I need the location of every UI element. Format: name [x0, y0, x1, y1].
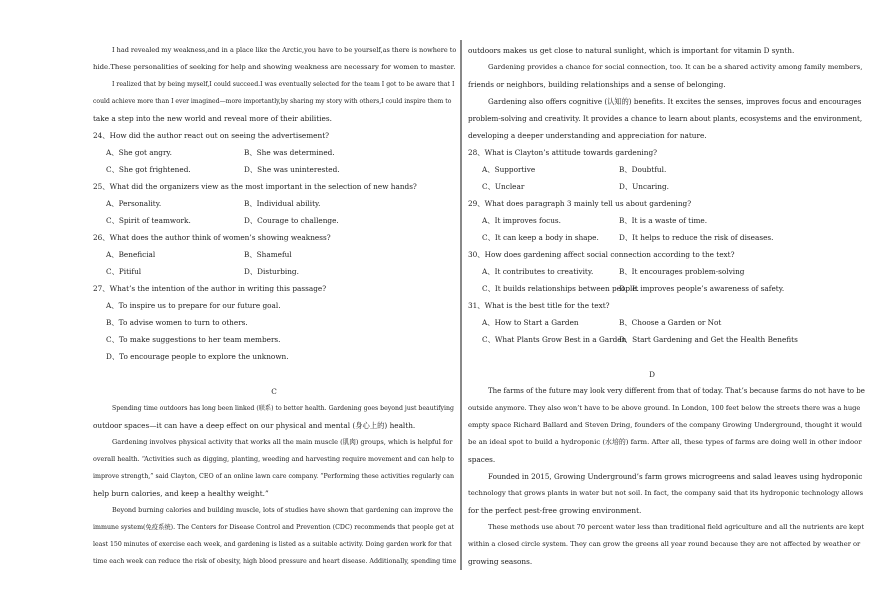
- text-line: for the perfect pest-free growing environment.: [468, 506, 642, 515]
- text-line: The farms of the future may look very different from that of today. That’s because farms do not have to be: [488, 387, 865, 395]
- text-line: I realized that by being myself,I could succeed.I was eventually selected for the team I got to be aware that I: [112, 81, 455, 88]
- question-25: 25、What did the organizers view as the most important in the selection of new hands?: [93, 182, 417, 191]
- text-line: Gardening provides a chance for social connection, too. It can be a shared activity among family members,: [488, 63, 863, 71]
- option: A、Supportive: [482, 165, 536, 174]
- text-line: outdoors makes us get close to natural sunlight, which is important for vitamin D synth.: [468, 46, 795, 55]
- section-heading-c: C: [271, 387, 277, 396]
- option: B、Doubtful.: [619, 165, 667, 174]
- question-24: 24、How did the author react out on seeing the advertisement?: [93, 131, 330, 140]
- question-29: 29、What does paragraph 3 mainly tell us about gardening?: [468, 199, 692, 208]
- option: D、Start Gardening and Get the Health Benefits: [619, 335, 798, 344]
- option: C、What Plants Grow Best in a Garden: [482, 335, 627, 344]
- option: C、Pitiful: [106, 267, 142, 276]
- option: C、To make suggestions to her team members.: [106, 335, 281, 344]
- option: B、It is a waste of time.: [619, 216, 708, 225]
- option: A、It contributes to creativity.: [482, 267, 594, 276]
- text-line: be an ideal spot to build a hydroponic (水培的) farm. After all, these types of farms are doing well in other indoor: [468, 438, 862, 446]
- option: C、She got frightened.: [106, 165, 191, 174]
- option: A、It improves focus.: [482, 216, 561, 225]
- column-divider: [460, 40, 462, 570]
- option: A、She got angry.: [106, 148, 172, 157]
- text-line: within a closed circle system. They can grow the greens all year round because they are not affected by weather or: [468, 540, 861, 548]
- option: D、She was uninterested.: [244, 165, 340, 174]
- option: A、Beneficial: [106, 250, 156, 259]
- option: D、To encourage people to explore the unknown.: [106, 352, 289, 361]
- option: D、It helps to reduce the risk of diseases.: [619, 233, 774, 242]
- text-line: Gardening involves physical activity that works all the main muscle (肌肉) groups, which is helpful for: [112, 438, 453, 446]
- text-line: technology that grows plants in water but not soil. In fact, the company said that its hydroponic technology allows: [468, 489, 864, 497]
- option: D、It improves people’s awareness of safety.: [619, 284, 785, 293]
- option: D、Uncaring.: [619, 182, 669, 191]
- text-line: growing seasons.: [468, 557, 533, 566]
- text-line: outside anymore. They also won’t have to be above ground. In London, 100 feet below the streets there was a huge: [468, 404, 861, 412]
- section-heading-d: D: [649, 370, 655, 379]
- option: A、How to Start a Garden: [482, 318, 579, 327]
- text-line: outdoor spaces—it can have a deep effect on our physical and mental (身心上的) health.: [93, 421, 416, 430]
- question-28: 28、What is Clayton’s attitude towards gardening?: [468, 148, 658, 157]
- text-line: hide.These personalities of seeking for help and showing weakness are necessary for women to master.: [93, 63, 456, 71]
- text-line: immune system(免疫系统). The Centers for Disease Control and Prevention (CDC) recommends that people get at: [93, 524, 455, 531]
- text-line: developing a deeper understanding and appreciation for nature.: [468, 131, 707, 140]
- text-line: help burn calories, and keep a healthy weight.”: [93, 489, 269, 498]
- text-line: time each week can reduce the risk of obesity, high blood pressure and heart disease. Additionally, spending time: [93, 558, 457, 565]
- text-line: problem-solving and creativity. It provides a chance to learn about plants, ecosystems and the environment,: [468, 114, 863, 123]
- text-line: Spending time outdoors has long been linked (联系) to better health. Gardening goes beyond just beautifying: [112, 405, 454, 412]
- option: A、Personality.: [106, 199, 162, 208]
- option: A、To inspire us to prepare for our future goal.: [106, 301, 281, 310]
- option: C、It builds relationships between people.: [482, 284, 639, 293]
- text-line: improve strength,” said Clayton, CEO of an online lawn care company. “Performing these activities regularly can: [93, 473, 455, 480]
- option: D、Courage to challenge.: [244, 216, 339, 225]
- question-26: 26、What does the author think of women’s showing weakness?: [93, 233, 331, 242]
- option: B、Individual ability.: [244, 199, 321, 208]
- question-30: 30、How does gardening affect social connection according to the text?: [468, 250, 735, 259]
- text-line: empty space Richard Ballard and Steven Dring, founders of the company Growing Underground, thought it would: [468, 421, 862, 429]
- option: B、To advise women to turn to others.: [106, 318, 248, 327]
- option: B、It encourages problem-solving: [619, 267, 745, 276]
- option: C、It can keep a body in shape.: [482, 233, 599, 242]
- text-line: Beyond burning calories and building muscle, lots of studies have shown that gardening can improve the: [112, 506, 454, 514]
- text-line: overall health. “Activities such as digging, planting, weeding and harvesting require movement and can help to: [93, 455, 454, 463]
- option: B、She was determined.: [244, 148, 335, 157]
- text-line: Gardening also offers cognitive (认知的) benefits. It excites the senses, improves focus and encourages: [488, 97, 862, 106]
- option: B、Choose a Garden or Not: [619, 318, 722, 327]
- question-27: 27、What’s the intention of the author in writing this passage?: [93, 284, 327, 293]
- question-31: 31、What is the best title for the text?: [468, 301, 610, 310]
- text-line: friends or neighbors, building relationships and a sense of belonging.: [468, 80, 726, 89]
- text-line: spaces.: [468, 455, 496, 464]
- option: C、Unclear: [482, 182, 525, 191]
- option: B、Shameful: [244, 250, 292, 259]
- option: C、Spirit of teamwork.: [106, 216, 191, 225]
- text-line: Founded in 2015, Growing Underground’s farm grows microgreens and salad leaves using hydroponic: [488, 472, 863, 481]
- text-line: least 150 minutes of exercise each week, and gardening is listed as a suitable activity. Doing garden work for that: [93, 541, 452, 548]
- option: D、Disturbing.: [244, 267, 299, 276]
- text-line: I had revealed my weakness,and in a place like the Arctic,you have to be yourself,as there is nowhere to: [112, 46, 457, 54]
- text-line: These methods use about 70 percent water less than traditional field agriculture and all the nutrients are kept: [488, 523, 865, 531]
- text-line: could achieve more than I ever imagined—more importantly,by sharing my story with others,I could inspire them to: [93, 98, 452, 105]
- text-line: take a step into the new world and reveal more of their abilities.: [93, 114, 332, 123]
